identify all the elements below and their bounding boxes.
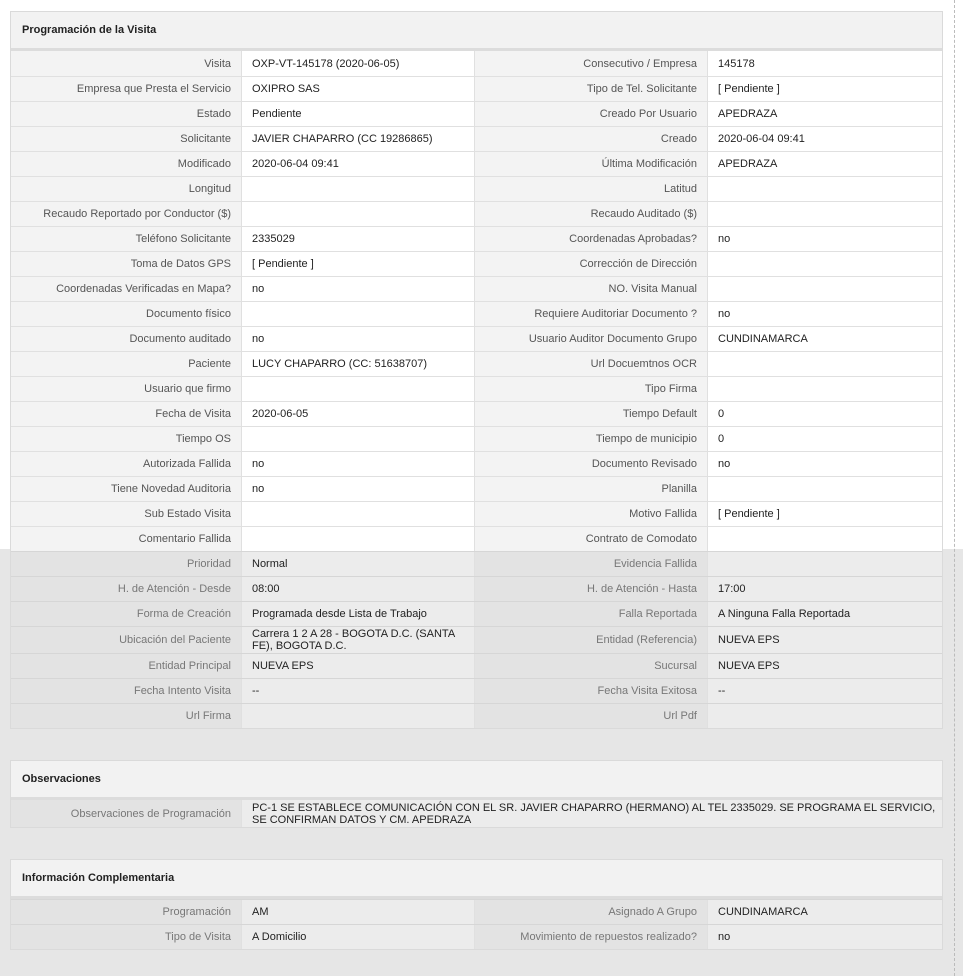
complementaria-section (10, 859, 943, 950)
field-label: Tipo de Tel. Solicitante (475, 77, 708, 101)
field-value: APEDRAZA (718, 108, 778, 120)
field-value: no (718, 458, 731, 470)
observaciones-value: PC-1 SE ESTABLECE COMUNICACIÓN CON EL SR. JAVIER CHAPARRO (HERMANO) AL TEL 2335029. SE PROGRAMA EL SERVICIO, SE CONFIRMAN DATOS Y CM. APEDRAZA (242, 800, 942, 827)
table-row (11, 251, 942, 276)
field-label: Latitud (475, 177, 708, 201)
field-label: Última Modificación (475, 152, 708, 176)
field-label: Documento Revisado (475, 452, 708, 476)
field-label: H. de Atención - Hasta (475, 577, 708, 601)
field-value (242, 302, 475, 326)
field-label: Falla Reportada (475, 602, 708, 626)
field-value (242, 704, 475, 728)
field-label: Creado (475, 127, 708, 151)
field-label: Tipo de Visita (11, 925, 242, 949)
field-value: [ Pendiente ] (718, 508, 780, 520)
field-value: Carrera 1 2 A 28 - BOGOTA D.C. (SANTA FE), BOGOTA D.C. (242, 627, 475, 653)
field-value (708, 477, 942, 501)
field-value (242, 502, 475, 526)
field-value: no (242, 327, 475, 351)
field-value: Pendiente (242, 102, 475, 126)
field-label: Teléfono Solicitante (11, 227, 242, 251)
table-row (11, 151, 942, 176)
observaciones-section (10, 760, 943, 828)
field-value: [ Pendiente ] (242, 252, 475, 276)
field-value (708, 277, 942, 301)
field-label: Planilla (475, 477, 708, 501)
field-value: OXIPRO SAS (242, 77, 475, 101)
field-value: no (718, 233, 731, 245)
table-row (11, 126, 942, 151)
field-label: Tiempo OS (11, 427, 242, 451)
table-row (11, 924, 942, 949)
table-row (11, 351, 942, 376)
field-label: Usuario Auditor Documento Grupo (475, 327, 708, 351)
field-value: 2020-06-04 09:41 (718, 133, 805, 145)
field-value (242, 377, 475, 401)
field-label: Usuario que firmo (11, 377, 242, 401)
table-row (11, 501, 942, 526)
field-label: Prioridad (11, 552, 242, 576)
field-label: Sucursal (475, 654, 708, 678)
field-value: NUEVA EPS (708, 627, 942, 653)
field-label: Fecha de Visita (11, 402, 242, 426)
field-label: Url Firma (11, 704, 242, 728)
field-value (708, 704, 942, 728)
field-label: Paciente (11, 352, 242, 376)
field-value (708, 552, 942, 576)
field-label: Estado (11, 102, 242, 126)
field-value (708, 252, 942, 276)
programacion-section (10, 11, 943, 729)
field-value: 2335029 (242, 227, 475, 251)
table-row (11, 276, 942, 301)
programacion-title: Programación de la Visita (11, 12, 942, 51)
table-row (11, 678, 942, 703)
field-value (242, 202, 475, 226)
field-label: Motivo Fallida (475, 502, 708, 526)
field-value: [ Pendiente ] (718, 83, 780, 95)
field-label: Entidad (Referencia) (475, 627, 708, 653)
field-label: Recaudo Auditado ($) (475, 202, 708, 226)
field-value: 2020-06-05 (242, 402, 475, 426)
field-value (708, 177, 942, 201)
field-label: Tiempo de municipio (475, 427, 708, 451)
field-label: NO. Visita Manual (475, 277, 708, 301)
observaciones-row (11, 800, 942, 827)
field-value: no (718, 308, 731, 320)
table-row (11, 51, 942, 76)
field-label: Comentario Fallida (11, 527, 242, 551)
table-row (11, 451, 942, 476)
field-label: Modificado (11, 152, 242, 176)
field-value: 2020-06-04 09:41 (242, 152, 475, 176)
field-label: Fecha Visita Exitosa (475, 679, 708, 703)
field-label: Creado Por Usuario (475, 102, 708, 126)
table-row (11, 76, 942, 101)
field-label: Url Pdf (475, 704, 708, 728)
field-value (242, 427, 475, 451)
field-label: Coordenadas Verificadas en Mapa? (11, 277, 242, 301)
field-label: Tiempo Default (475, 402, 708, 426)
table-row (11, 526, 942, 551)
table-row (11, 301, 942, 326)
page-divider (954, 0, 955, 976)
field-value: OXP-VT-145178 (2020-06-05) (242, 51, 475, 76)
field-label: Empresa que Presta el Servicio (11, 77, 242, 101)
field-label: Contrato de Comodato (475, 527, 708, 551)
table-row (11, 176, 942, 201)
table-row (11, 551, 942, 576)
field-value: 145178 (718, 57, 755, 70)
field-label: Toma de Datos GPS (11, 252, 242, 276)
field-label: Autorizada Fallida (11, 452, 242, 476)
field-label: Entidad Principal (11, 654, 242, 678)
programacion-table (11, 51, 942, 728)
field-label: Longitud (11, 177, 242, 201)
field-value: Normal (242, 552, 475, 576)
table-row (11, 653, 942, 678)
field-value: no (242, 477, 475, 501)
field-value (708, 377, 942, 401)
field-label: Solicitante (11, 127, 242, 151)
observaciones-title: Observaciones (11, 761, 942, 800)
table-row (11, 703, 942, 728)
field-label: Ubicación del Paciente (11, 627, 242, 653)
field-value: JAVIER CHAPARRO (CC 19286865) (242, 127, 475, 151)
complementaria-table (11, 899, 942, 949)
field-label: H. de Atención - Desde (11, 577, 242, 601)
field-label: Evidencia Fallida (475, 552, 708, 576)
field-label: Sub Estado Visita (11, 502, 242, 526)
field-value: -- (242, 679, 475, 703)
field-label: Corrección de Dirección (475, 252, 708, 276)
field-value (242, 177, 475, 201)
field-label: Tipo Firma (475, 377, 708, 401)
field-label: Fecha Intento Visita (11, 679, 242, 703)
field-value (708, 527, 942, 551)
field-label: Url Docuemtnos OCR (475, 352, 708, 376)
field-label: Asignado A Grupo (475, 900, 708, 924)
field-label: Programación (11, 900, 242, 924)
field-label: Tiene Novedad Auditoria (11, 477, 242, 501)
field-value: no (242, 277, 475, 301)
table-row (11, 626, 942, 653)
field-value: CUNDINAMARCA (708, 900, 942, 924)
field-label: Visita (11, 51, 242, 76)
table-row (11, 899, 942, 924)
field-value (242, 527, 475, 551)
field-value (708, 202, 942, 226)
observaciones-label: Observaciones de Programación (11, 800, 242, 827)
field-value (708, 352, 942, 376)
table-row (11, 201, 942, 226)
table-row (11, 226, 942, 251)
table-row (11, 576, 942, 601)
field-value: 08:00 (242, 577, 475, 601)
field-value: Programada desde Lista de Trabajo (242, 602, 475, 626)
field-label: Coordenadas Aprobadas? (475, 227, 708, 251)
field-label: Forma de Creación (11, 602, 242, 626)
table-row (11, 426, 942, 451)
field-value: A Ninguna Falla Reportada (708, 602, 942, 626)
field-value: CUNDINAMARCA (718, 333, 808, 345)
field-value: NUEVA EPS (242, 654, 475, 678)
field-value: no (242, 452, 475, 476)
field-value: AM (242, 900, 475, 924)
field-label: Requiere Auditoriar Documento ? (475, 302, 708, 326)
field-label: Movimiento de repuestos realizado? (475, 925, 708, 949)
field-label: Consecutivo / Empresa (475, 51, 708, 76)
field-value: 0 (718, 433, 725, 445)
field-value: 0 (718, 408, 725, 420)
table-row (11, 401, 942, 426)
complementaria-title: Información Complementaria (11, 860, 942, 899)
table-row (11, 476, 942, 501)
table-row (11, 376, 942, 401)
field-label: Documento físico (11, 302, 242, 326)
table-row (11, 101, 942, 126)
table-row (11, 326, 942, 351)
table-row (11, 601, 942, 626)
field-value: LUCY CHAPARRO (CC: 51638707) (242, 352, 475, 376)
field-value: APEDRAZA (718, 158, 778, 170)
field-value: -- (708, 679, 942, 703)
field-value: no (708, 925, 942, 949)
field-label: Recaudo Reportado por Conductor ($) (11, 202, 242, 226)
field-value: 17:00 (708, 577, 942, 601)
field-value: NUEVA EPS (708, 654, 942, 678)
field-label: Documento auditado (11, 327, 242, 351)
field-value: A Domicilio (242, 925, 475, 949)
